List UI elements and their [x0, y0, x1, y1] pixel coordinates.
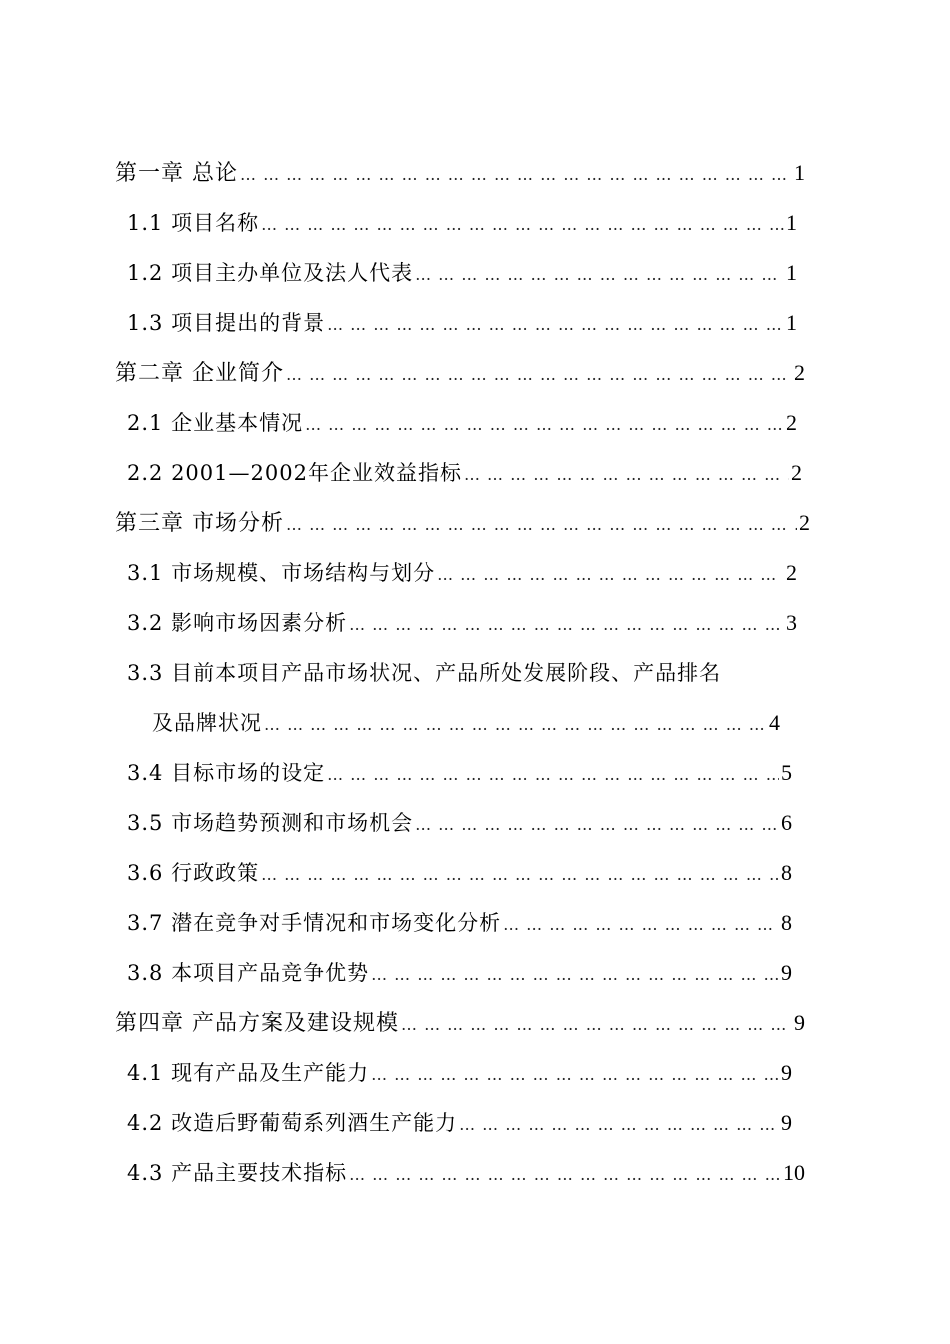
dot-leader	[240, 158, 792, 192]
dot-leader	[286, 358, 792, 392]
toc-entry-label: 第二章 企业简介	[115, 361, 284, 386]
toc-entry-page: 6	[781, 810, 792, 835]
toc-entry-3-4	[127, 756, 792, 790]
toc-entry-2-2	[127, 456, 802, 490]
toc-entry-page: 1	[786, 310, 797, 335]
toc-entry-label: 1.1 项目名称	[127, 211, 260, 235]
dot-leader	[371, 1058, 779, 1092]
dot-leader	[264, 708, 767, 742]
toc-entry-page: 2	[799, 510, 810, 535]
toc-entry-page: 1	[786, 260, 797, 285]
toc-entry-1-3	[127, 306, 797, 340]
toc-entry-page: 2	[786, 560, 797, 585]
toc-entry-page: 8	[781, 860, 792, 885]
toc-entry-page: 9	[794, 1010, 805, 1035]
toc-entry-label: 3.2 影响市场因素分析	[127, 611, 348, 635]
toc-entry-4-1	[127, 1056, 792, 1090]
toc-entry-label: 2.2 2001—2002年企业效益指标	[127, 461, 462, 485]
toc-entry-3-6	[127, 856, 792, 890]
dot-leader	[327, 308, 784, 342]
dot-leader	[459, 1108, 779, 1142]
toc-entry-label: 1.2 项目主办单位及法人代表	[127, 261, 414, 285]
toc-entry-page: 4	[769, 710, 780, 735]
toc-entry-page: 5	[781, 760, 792, 785]
toc-entry-label: 3.5 市场趋势预测和市场机会	[127, 811, 414, 835]
dot-leader	[261, 208, 784, 242]
dot-leader	[261, 858, 779, 892]
toc-entry-4-3	[127, 1156, 805, 1190]
toc-entry-label: 2.1 企业基本情况	[127, 411, 304, 435]
dot-leader	[305, 408, 784, 442]
toc-entry-label: 3.3 目前本项目产品市场状况、产品所处发展阶段、产品排名	[127, 661, 722, 685]
toc-entry-3-5	[127, 806, 792, 840]
toc-entry-3-1	[127, 556, 797, 590]
dot-leader	[464, 458, 789, 492]
dot-leader	[401, 1008, 792, 1042]
toc-entry-3-8	[127, 956, 792, 990]
dot-leader	[415, 808, 779, 842]
toc-entry-chapter-1	[115, 156, 805, 190]
toc-entry-3-3-continued	[152, 706, 780, 740]
toc-entry-label: 4.1 现有产品及生产能力	[127, 1061, 370, 1085]
dot-leader	[415, 258, 784, 292]
dot-leader	[327, 758, 779, 792]
toc-entry-chapter-3	[115, 506, 810, 540]
dot-leader	[503, 908, 779, 942]
toc-entry-chapter-2	[115, 356, 805, 390]
toc-entry-4-2	[127, 1106, 792, 1140]
toc-entry-label: 4.3 产品主要技术指标	[127, 1161, 348, 1185]
dot-leader	[349, 1158, 781, 1192]
toc-entry-label: 及品牌状况	[152, 711, 262, 735]
toc-entry-label: 3.1 市场规模、市场结构与划分	[127, 561, 436, 585]
toc-entry-page: 1	[794, 160, 805, 185]
toc-entry-1-2	[127, 256, 797, 290]
dot-leader	[286, 508, 797, 542]
toc-entry-label: 3.6 行政政策	[127, 861, 260, 885]
toc-entry-label: 1.3 项目提出的背景	[127, 311, 326, 335]
toc-entry-1-1	[127, 206, 797, 240]
toc-entry-page: 9	[781, 1110, 792, 1135]
toc-entry-page: 2	[786, 410, 797, 435]
toc-entry-label: 3.8 本项目产品竞争优势	[127, 961, 370, 985]
dot-leader	[349, 608, 784, 642]
toc-entry-3-7	[127, 906, 792, 940]
toc-entry-page: 9	[781, 960, 792, 985]
toc-entry-label: 3.7 潜在竞争对手情况和市场变化分析	[127, 911, 502, 935]
toc-entry-label: 3.4 目标市场的设定	[127, 761, 326, 785]
toc-entry-page: 10	[783, 1160, 805, 1185]
toc-entry-label: 4.2 改造后野葡萄系列酒生产能力	[127, 1111, 458, 1135]
toc-entry-page: 2	[794, 360, 805, 385]
toc-entry-page: 3	[786, 610, 797, 635]
toc-entry-label: 第一章 总论	[115, 161, 238, 186]
toc-entry-2-1	[127, 406, 797, 440]
toc-entry-label: 第四章 产品方案及建设规模	[115, 1011, 399, 1036]
dot-leader	[437, 558, 784, 592]
toc-entry-page: 9	[781, 1060, 792, 1085]
toc-entry-page: 2	[791, 460, 802, 485]
toc-entry-label: 第三章 市场分析	[115, 511, 284, 536]
toc-entry-3-2	[127, 606, 797, 640]
toc-entry-chapter-4	[115, 1006, 805, 1040]
toc-entry-page: 1	[786, 210, 797, 235]
toc-entry-3-3	[127, 656, 807, 690]
toc-entry-page: 8	[781, 910, 792, 935]
dot-leader	[371, 958, 779, 992]
